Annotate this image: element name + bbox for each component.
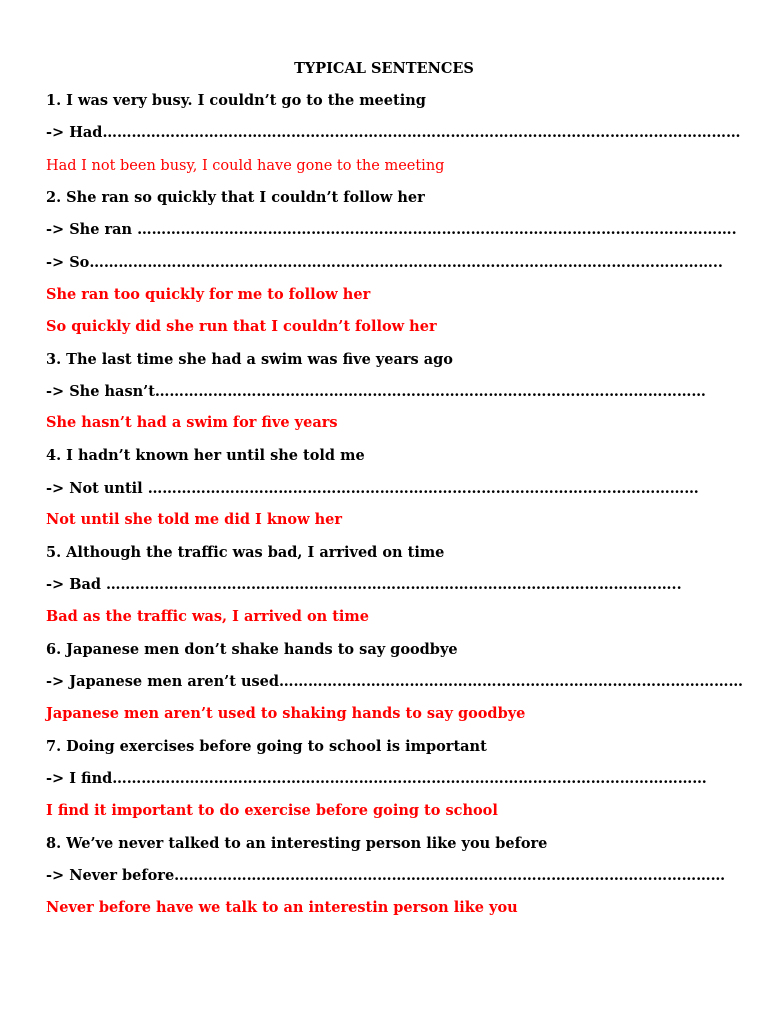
question-4: 4. I hadn’t known her until she told me: [46, 447, 365, 464]
answer-7: I find it important to do exercise before going to school: [46, 802, 498, 819]
prompt-7: -> I find……………………………………………………………………………………………………………: [46, 770, 707, 787]
question-1: 1. I was very busy. I couldn’t go to the meeting: [46, 92, 426, 109]
prompt-1: -> Had……………………………………………………………………………………………………………………: [46, 124, 741, 141]
answer-2b: So quickly did she run that I couldn’t follow her: [46, 318, 437, 335]
answer-5: Bad as the traffic was, I arrived on time: [46, 608, 370, 625]
answer-2a: She ran too quickly for me to follow her: [46, 286, 371, 303]
question-6: 6. Japanese men don’t shake hands to say goodbye: [46, 641, 458, 658]
question-5: 5. Although the traffic was bad, I arrived on time: [46, 544, 445, 561]
question-2: 2. She ran so quickly that I couldn’t follow her: [46, 189, 425, 206]
worksheet-title: TYPICAL SENTENCES: [294, 60, 474, 77]
prompt-6: -> Japanese men aren’t used……………………………………………………………………………………: [46, 673, 744, 690]
prompt-8: -> Never before……………………………………………………………………………………………………: [46, 867, 726, 884]
answer-8: Never before have we talk to an interestin person like you: [46, 899, 518, 916]
answer-4: Not until she told me did I know her: [46, 511, 343, 528]
prompt-5: -> Bad ………………………………………………………………………………………………………..: [46, 576, 682, 593]
prompt-3: -> She hasn’t……………………………………………………………………………………………………: [46, 383, 706, 400]
prompt-4: -> Not until ……………………………………………………………………………………………………: [46, 480, 699, 497]
answer-6: Japanese men aren’t used to shaking hands to say goodbye: [46, 705, 526, 722]
question-3: 3. The last time she had a swim was five years ago: [46, 351, 453, 368]
prompt-2b: -> So…………………………………………………………………………………………………………………..: [46, 254, 723, 271]
question-7: 7. Doing exercises before going to school is important: [46, 738, 487, 755]
question-8: 8. We’ve never talked to an interesting person like you before: [46, 835, 548, 852]
prompt-2a: -> She ran …………………………………………………………………………………………………………….: [46, 221, 737, 238]
answer-1: Had I not been busy, I could have gone to the meeting: [46, 158, 445, 174]
answer-3: She hasn’t had a swim for five years: [46, 414, 338, 431]
